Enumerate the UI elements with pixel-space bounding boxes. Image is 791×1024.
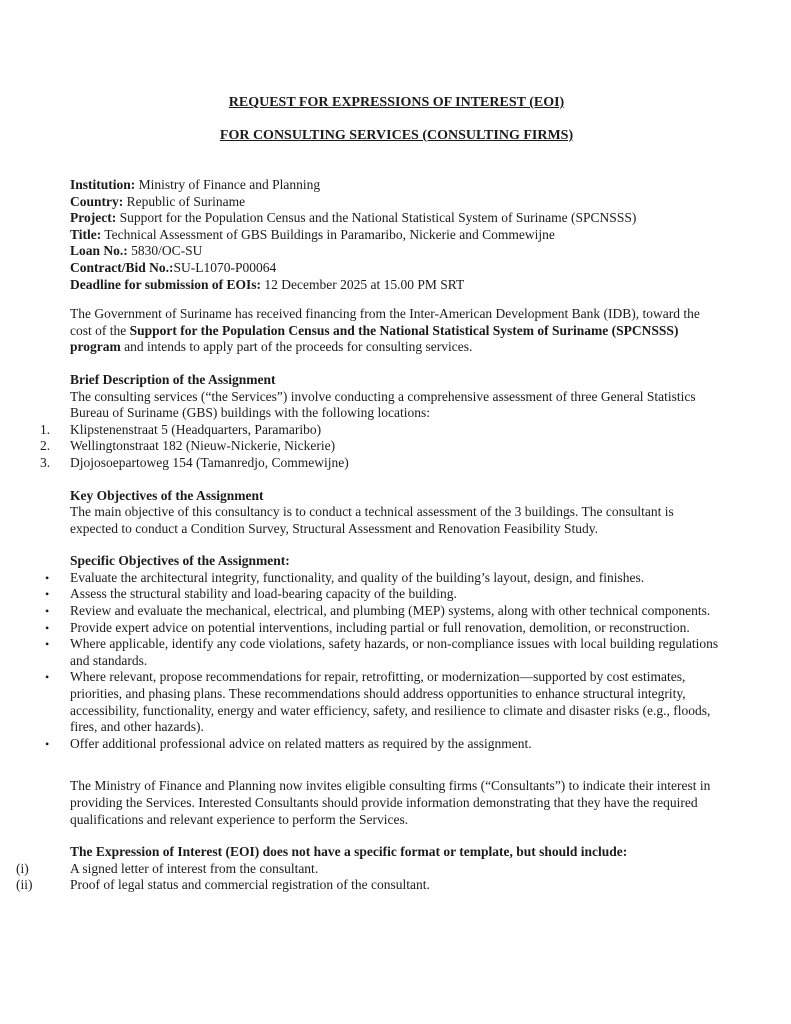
financing-text: The Government of Suriname has received financing from the Inter-American Development Bank (IDB), toward the cost of the — [70, 306, 700, 338]
financing-program-name: Support for the Population Census and the National Statistical System of Suriname (SPCNSSS) program — [70, 322, 679, 355]
specific-objectives-heading: Specific Objectives of the Assignment: — [70, 553, 290, 569]
brief-description-intro: The consulting services (“the Services”) involve conducting a comprehensive assessment of three General Statistics Bureau of Suriname (GBS) buildings with the following locations: — [70, 388, 696, 421]
bullet-icon: • — [45, 570, 50, 585]
detail-value: Ministry of Finance and Planning — [135, 177, 321, 192]
location-text: Wellingtonstraat 182 (Nieuw-Nickerie, Nickerie) — [70, 438, 336, 454]
detail-label: Institution: — [70, 177, 136, 192]
financing-text: and intends to apply part of the proceeds for consulting services. — [120, 339, 473, 355]
detail-label: Deadline for submission of EOIs: — [70, 276, 262, 292]
objective-text: Where relevant, propose recommendations for repair, retrofitting, or modernization—supported by cost estimates, priorities, and phasing plans. These recommendations should address opportunities to enhance structural integrity, accessibility, functionality, energy and water efficiency, safety, and resilience to climate and disaster risks (e.g., floods, fires, and other hazards). — [70, 669, 711, 735]
key-objectives-body: The main objective of this consultancy is to conduct a technical assessment of the 3 buildings. The consultant is expected to conduct a Condition Survey, Structural Assessment and Renovation Feasibility Study. — [70, 504, 674, 536]
list-number: 3. — [40, 454, 51, 470]
bullet-icon: • — [45, 587, 50, 602]
objective-item — [45, 636, 723, 669]
location-text: Klipstenenstraat 5 (Headquarters, Paramaribo) — [70, 421, 322, 437]
eoi-requirement-item — [16, 860, 723, 878]
eoi-requirement-text: A signed letter of interest from the consultant. — [70, 860, 319, 876]
location-text: Djojosoepartoweg 154 (Tamanredjo, Commewijne) — [70, 454, 349, 470]
detail-value: SU-L1070-P00064 — [173, 259, 277, 275]
detail-contract-bid-no — [70, 260, 723, 277]
roman-numeral: (ii) — [16, 877, 33, 893]
detail-value: Technical Assessment of GBS Buildings in Paramaribo, Nickerie and Commewijne — [101, 226, 555, 242]
objective-text: Offer additional professional advice on related matters as required by the assignment. — [70, 735, 532, 751]
bullet-icon: • — [45, 620, 50, 635]
location-item — [40, 454, 723, 472]
detail-project — [70, 210, 723, 227]
detail-title — [70, 227, 723, 244]
invitation-paragraph: The Ministry of Finance and Planning now invites eligible consulting firms (“Consultants”) to indicate their interest in providing the Services. Interested Consultants should provide information demonstrating that they have the required qualifications and relevant experience to perform the Services. — [70, 778, 711, 827]
bullet-icon: • — [45, 736, 50, 751]
financing-paragraph — [70, 306, 723, 356]
detail-country — [70, 194, 723, 211]
detail-label: Contract/Bid No.: — [70, 259, 174, 275]
bullet-icon: • — [45, 637, 50, 652]
eoi-requirements-section — [16, 844, 723, 894]
objective-item — [45, 619, 723, 637]
objective-item — [45, 569, 723, 587]
location-item — [40, 438, 723, 455]
key-objectives-section — [70, 488, 723, 538]
detail-label: Loan No.: — [70, 243, 128, 259]
eoi-requirement-item — [16, 877, 723, 894]
brief-description-heading: Brief Description of the Assignment — [70, 371, 276, 387]
objective-text: Where applicable, identify any code violations, safety hazards, or non-compliance issues with local building regulations and standards. — [70, 636, 719, 668]
detail-label: Country: — [70, 193, 124, 209]
bullet-icon: • — [45, 604, 50, 619]
doc-title-line1: REQUEST FOR EXPRESSIONS OF INTEREST (EOI) — [228, 95, 565, 110]
detail-value: Republic of Suriname — [123, 193, 246, 209]
objective-text: Assess the structural stability and load-bearing capacity of the building. — [70, 586, 457, 602]
brief-description-section — [40, 371, 723, 472]
key-objectives-heading: Key Objectives of the Assignment — [70, 487, 264, 503]
bullet-icon: • — [45, 670, 50, 685]
eoi-requirement-text: Proof of legal status and commercial registration of the consultant. — [70, 877, 430, 893]
detail-label: Title: — [70, 226, 102, 242]
location-item — [40, 421, 723, 439]
eoi-requirements-heading: The Expression of Interest (EOI) does not have a specific format or template, but should include: — [70, 844, 628, 860]
list-number: 2. — [40, 438, 51, 454]
objective-text: Review and evaluate the mechanical, electrical, and plumbing (MEP) systems, along with other technical components. — [70, 603, 711, 619]
detail-loan-no — [70, 243, 723, 260]
detail-label: Project: — [70, 210, 117, 226]
objective-text: Evaluate the architectural integrity, functionality, and quality of the building’s layout, design, and finishes. — [70, 569, 645, 585]
objective-item — [45, 735, 723, 753]
objective-item — [45, 669, 723, 735]
objective-text: Provide expert advice on potential interventions, including partial or full renovation, demolition, or reconstruction. — [70, 619, 690, 635]
detail-value: 12 December 2025 at 15.00 PM SRT — [261, 276, 465, 292]
detail-deadline — [70, 277, 723, 294]
roman-numeral: (i) — [16, 860, 29, 876]
specific-objectives-section — [45, 553, 723, 752]
detail-institution — [70, 177, 723, 194]
objective-item — [45, 603, 723, 620]
list-number: 1. — [40, 421, 51, 437]
detail-value: Support for the Population Census and the National Statistical System of Suriname (SPCNSSS) — [116, 210, 637, 226]
details-block — [70, 177, 723, 293]
detail-value: 5830/OC-SU — [127, 243, 203, 259]
doc-title-line2: FOR CONSULTING SERVICES (CONSULTING FIRMS) — [219, 128, 574, 143]
objective-item — [45, 586, 723, 603]
